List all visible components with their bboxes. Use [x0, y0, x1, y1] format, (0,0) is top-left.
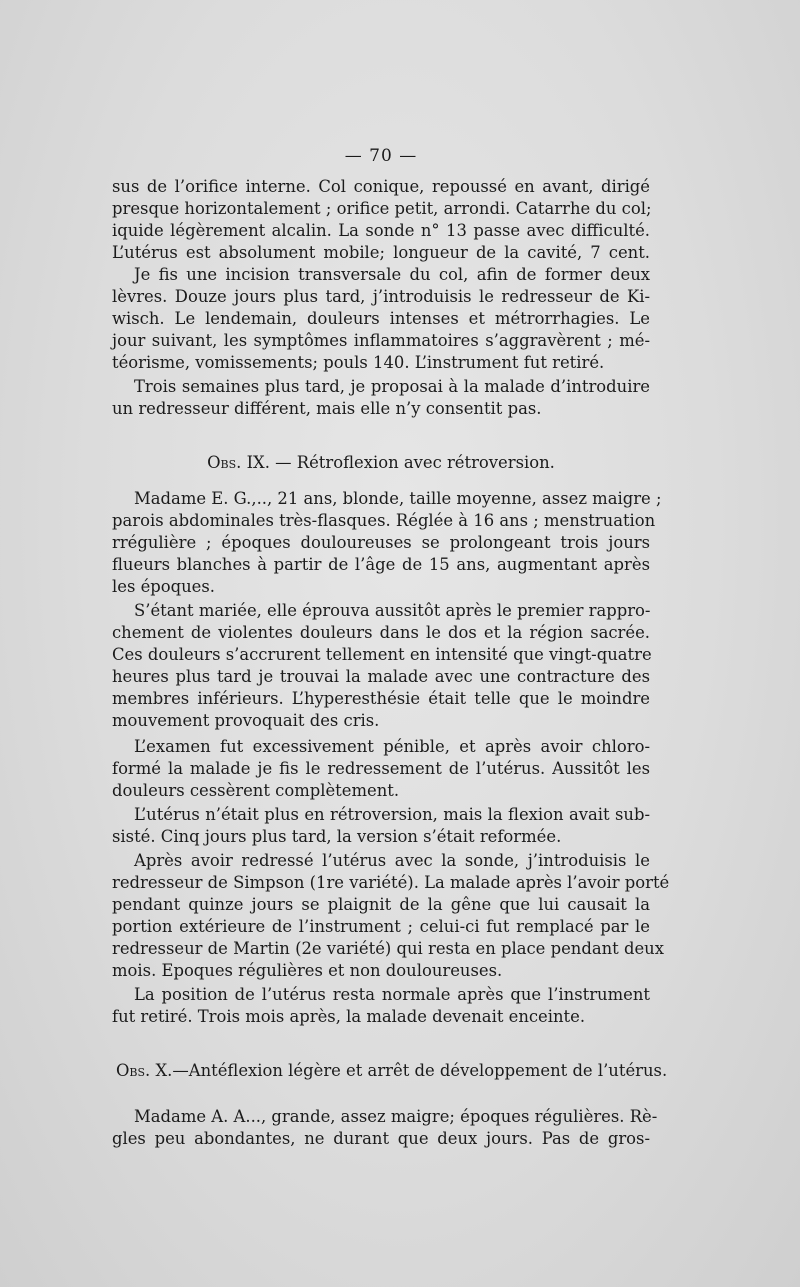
text-line: fut retiré. Trois mois après, la malade devenait enceinte.: [112, 1007, 586, 1026]
text-line: mouvement provoquait des cris.: [112, 711, 380, 730]
text-line: wisch. Le lendemain, douleurs intenses et métrorrhagies. Le: [112, 309, 650, 328]
text-line: Je fis une incision transversale du col, afin de former deux: [134, 265, 650, 284]
text-line: L’utérus n’était plus en rétroversion, mais la flexion avait sub-: [134, 805, 650, 824]
text-line: parois abdominales très-flasques. Réglée à 16 ans ; menstruation: [112, 511, 656, 530]
text-line: Trois semaines plus tard, je proposai à la malade d’introduire: [134, 377, 650, 396]
page-number: — 70 —: [344, 146, 418, 166]
text-line: presque horizontalement ; orifice petit, arrondi. Catarrhe du col;: [112, 199, 652, 218]
text-line: Madame E. G.,.., 21 ans, blonde, taille moyenne, assez maigre ;: [134, 489, 662, 508]
text-line: redresseur de Martin (2e variété) qui resta en place pendant deux: [112, 939, 664, 958]
text-line: S’étant mariée, elle éprouva aussitôt après le premier rappro-: [134, 601, 651, 620]
observation-label: Obs. X.: [116, 1061, 173, 1080]
text-line: jour suivant, les symptômes inflammatoires s’aggravèrent ; mé-: [112, 331, 650, 350]
text-line: les époques.: [112, 577, 215, 596]
text-line: redresseur de Simpson (1re variété). La malade après l’avoir porté: [112, 873, 670, 892]
text-line: heures plus tard je trouvai la malade avec une contracture des: [112, 667, 650, 686]
text-line: L’examen fut excessivement pénible, et après avoir chloro-: [134, 737, 650, 756]
observation-label: Obs. IX.: [207, 453, 270, 472]
text-line: sisté. Cinq jours plus tard, la version s’était reformée.: [112, 827, 562, 846]
observation-title: —Antéflexion légère et arrêt de développement de l’utérus.: [172, 1061, 668, 1080]
text-line: formé la malade je fis le redressement de l’utérus. Aussitôt les: [112, 759, 650, 778]
text-line: La position de l’utérus resta normale après que l’instrument: [134, 985, 650, 1004]
text-line: flueurs blanches à partir de l’âge de 15 ans, augmentant après: [112, 555, 650, 574]
text-line: téorisme, vomissements; pouls 140. L’instrument fut retiré.: [112, 353, 605, 372]
text-line: pendant quinze jours se plaignit de la gêne que lui causait la: [112, 895, 650, 914]
text-line: gles peu abondantes, ne durant que deux jours. Pas de gros-: [112, 1129, 650, 1148]
text-line: iquide légèrement alcalin. La sonde n° 13 passe avec difficulté.: [112, 221, 650, 240]
text-line: lèvres. Douze jours plus tard, j’introduisis le redresseur de Ki-: [112, 287, 650, 306]
text-line: Après avoir redressé l’utérus avec la sonde, j’introduisis le: [134, 851, 650, 870]
text-line: Ces douleurs s’accrurent tellement en intensité que vingt-quatre: [112, 645, 652, 664]
observation-heading-ix: [112, 452, 650, 474]
text-line: douleurs cessèrent complètement.: [112, 781, 400, 800]
text-line: sus de l’orifice interne. Col conique, repoussé en avant, dirigé: [112, 177, 650, 196]
text-line: portion extérieure de l’instrument ; celui-ci fut remplacé par le: [112, 917, 650, 936]
text-line: mois. Epoques régulières et non douloureuses.: [112, 961, 503, 980]
text-line: rrégulière ; époques douloureuses se prolongeant trois jours: [112, 533, 650, 552]
text-line: L’utérus est absolument mobile; longueur de la cavité, 7 cent.: [112, 243, 650, 262]
text-line: membres inférieurs. L’hyperesthésie était telle que le moindre: [112, 689, 650, 708]
text-line: Madame A. A..., grande, assez maigre; époques régulières. Rè-: [134, 1107, 658, 1126]
text-line: chement de violentes douleurs dans le dos et la région sacrée.: [112, 623, 650, 642]
text-line: un redresseur différent, mais elle n’y consentit pas.: [112, 399, 542, 418]
observation-title: — Rétroflexion avec rétroversion.: [269, 453, 555, 472]
observation-heading-x: [116, 1060, 668, 1082]
